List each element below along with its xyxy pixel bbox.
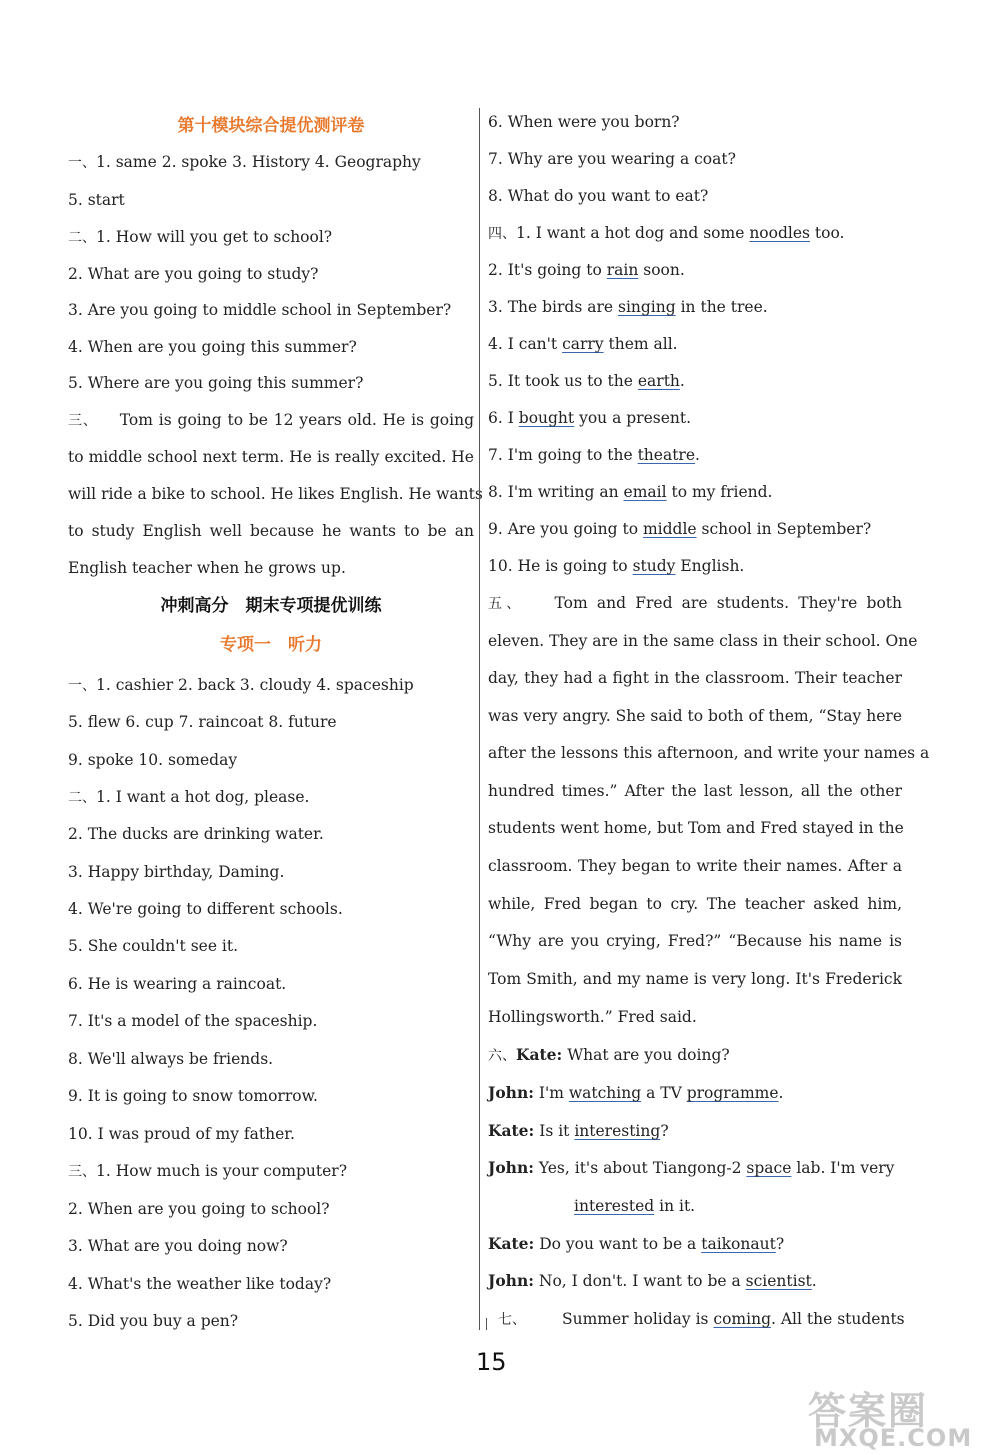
listening-4-item: 四、1. I want a hot dog and some noodles too. bbox=[488, 224, 845, 242]
section-3-line: to study English well because he wants to be an bbox=[68, 522, 474, 540]
listening-1-line: 9. spoke 10. someday bbox=[68, 751, 238, 769]
section-3-line: to middle school next term. He is really excited. He bbox=[68, 448, 474, 466]
listening-4-item: 3. The birds are singing in the tree. bbox=[488, 298, 768, 316]
listening-1-line: 一、1. cashier 2. back 3. cloudy 4. spaceship bbox=[68, 676, 414, 694]
listening-2-item: 6. He is wearing a raincoat. bbox=[68, 975, 287, 993]
listening-3-item: 6. When were you born? bbox=[488, 113, 680, 131]
listening-title: 专项一 听力 bbox=[220, 635, 322, 655]
listening-3-item: 8. What do you want to eat? bbox=[488, 187, 709, 205]
listening-5-line: “Why are you crying, Fred?” “Because his name is bbox=[488, 932, 902, 950]
listening-2-item: 二、1. I want a hot dog, please. bbox=[68, 788, 310, 806]
page-number: 15 bbox=[476, 1348, 507, 1376]
listening-2-item: 4. We're going to different schools. bbox=[68, 900, 343, 918]
dialogue-line: John: No, I don't. I want to be a scientist. bbox=[488, 1271, 817, 1290]
watermark bbox=[808, 1380, 998, 1452]
listening-4-item: 5. It took us to the earth. bbox=[488, 372, 685, 390]
listening-5-line: Tom Smith, and my name is very long. It's Frederick bbox=[488, 970, 902, 988]
listening-5-line: was very angry. She said to both of them, “Stay here bbox=[488, 707, 902, 725]
listening-5-line: hundred times.” After the last lesson, all the other bbox=[488, 782, 902, 800]
listening-5-line: eleven. They are in the same class in their school. One bbox=[488, 632, 918, 650]
column-marker bbox=[486, 1318, 487, 1330]
listening-5-line: Hollingsworth.” Fred said. bbox=[488, 1008, 697, 1026]
listening-5-line: classroom. They began to write their names. After a bbox=[488, 857, 902, 875]
section-2-item: 4. When are you going this summer? bbox=[68, 338, 357, 356]
listening-4-item: 2. It's going to rain soon. bbox=[488, 261, 685, 279]
watermark-logo-text: 答案圈 bbox=[808, 1389, 929, 1433]
dialogue-line: Kate: Is it interesting? bbox=[488, 1121, 669, 1140]
listening-1-line: 5. flew 6. cup 7. raincoat 8. future bbox=[68, 713, 337, 731]
module-title: 第十模块综合提优测评卷 bbox=[177, 116, 365, 136]
dialogue-line: interested in it. bbox=[574, 1197, 696, 1215]
section-1-line-1: 一、1. same 2. spoke 3. History 4. Geography bbox=[68, 153, 421, 171]
listening-5-line: 五、 Tom and Fred are students. They're both bbox=[488, 594, 902, 612]
listening-3-item: 3. What are you doing now? bbox=[68, 1237, 288, 1255]
listening-3-item: 4. What's the weather like today? bbox=[68, 1275, 332, 1293]
listening-4-item: 9. Are you going to middle school in September? bbox=[488, 520, 872, 538]
listening-3-item: 5. Did you buy a pen? bbox=[68, 1312, 239, 1330]
section-3-line: 三、 Tom is going to be 12 years old. He is going bbox=[68, 411, 474, 429]
section-2-item: 5. Where are you going this summer? bbox=[68, 374, 364, 392]
listening-7-line: 七、 Summer holiday is coming. All the students bbox=[498, 1310, 905, 1328]
listening-4-item: 7. I'm going to the theatre. bbox=[488, 446, 700, 464]
section-2-item: 2. What are you going to study? bbox=[68, 265, 319, 283]
listening-2-item: 3. Happy birthday, Daming. bbox=[68, 863, 285, 881]
final-training-title: 冲刺高分 期末专项提优训练 bbox=[160, 596, 382, 616]
column-divider bbox=[479, 108, 480, 1330]
listening-2-item: 5. She couldn't see it. bbox=[68, 937, 239, 955]
dialogue-line: Kate: Do you want to be a taikonaut? bbox=[488, 1234, 785, 1253]
listening-2-item: 10. I was proud of my father. bbox=[68, 1125, 295, 1143]
listening-3-item: 2. When are you going to school? bbox=[68, 1200, 330, 1218]
dialogue-line: John: Yes, it's about Tiangong-2 space lab. I'm very bbox=[488, 1158, 895, 1177]
listening-5-line: students went home, but Tom and Fred stayed in the bbox=[488, 819, 904, 837]
section-3-line: will ride a bike to school. He likes English. He wants bbox=[68, 485, 483, 503]
dialogue-line: 六、Kate: What are you doing? bbox=[488, 1045, 730, 1064]
section-2-item: 二、1. How will you get to school? bbox=[68, 228, 333, 246]
listening-2-item: 8. We'll always be friends. bbox=[68, 1050, 274, 1068]
listening-3-item: 三、1. How much is your computer? bbox=[68, 1162, 348, 1180]
listening-2-item: 7. It's a model of the spaceship. bbox=[68, 1012, 318, 1030]
listening-5-line: after the lessons this afternoon, and write your names a bbox=[488, 744, 930, 762]
listening-2-item: 2. The ducks are drinking water. bbox=[68, 825, 324, 843]
section-1-line-2: 5. start bbox=[68, 191, 125, 209]
watermark-site-text: MXQE.COM bbox=[814, 1424, 973, 1452]
section-3-line: English teacher when he grows up. bbox=[68, 559, 346, 577]
listening-2-item: 9. It is going to snow tomorrow. bbox=[68, 1087, 318, 1105]
section-2-item: 3. Are you going to middle school in September? bbox=[68, 301, 452, 319]
listening-5-line: day, they had a fight in the classroom. Their teacher bbox=[488, 669, 902, 687]
listening-4-item: 10. He is going to study English. bbox=[488, 557, 745, 575]
listening-4-item: 8. I'm writing an email to my friend. bbox=[488, 483, 773, 501]
listening-5-line: while, Fred began to cry. The teacher asked him, bbox=[488, 895, 902, 913]
listening-3-item: 7. Why are you wearing a coat? bbox=[488, 150, 736, 168]
listening-4-item: 4. I can't carry them all. bbox=[488, 335, 678, 353]
dialogue-line: John: I'm watching a TV programme. bbox=[488, 1083, 784, 1102]
listening-4-item: 6. I bought you a present. bbox=[488, 409, 692, 427]
